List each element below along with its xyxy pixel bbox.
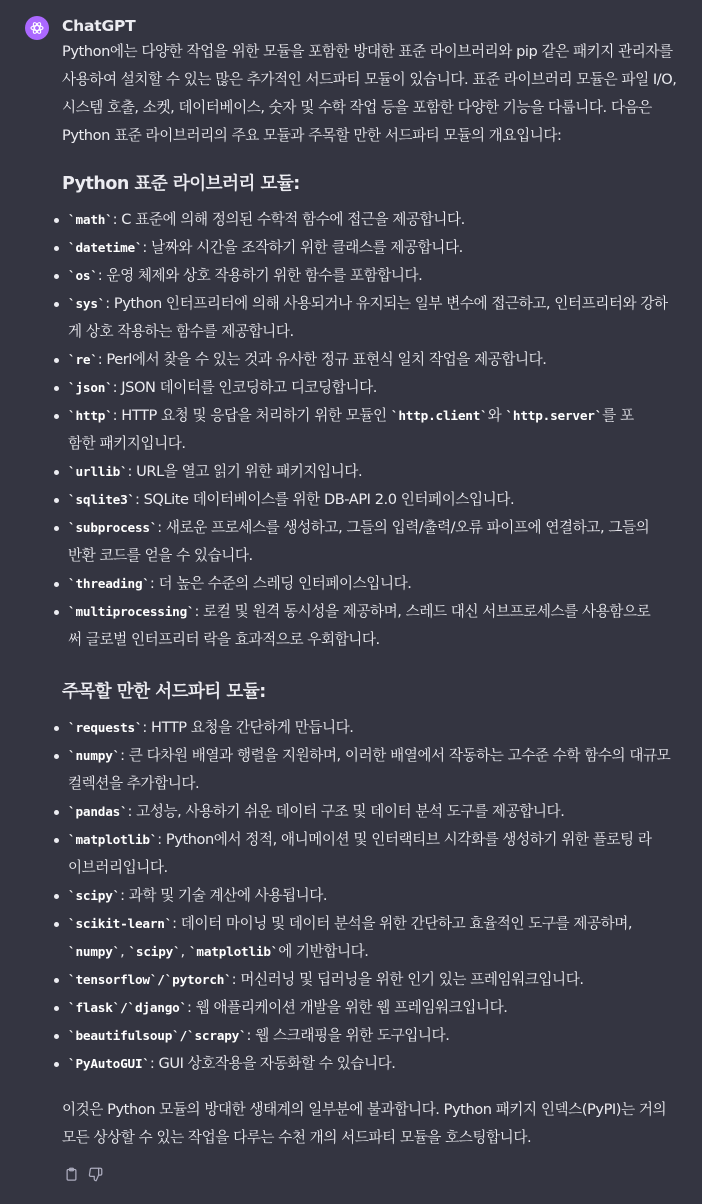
module-description: : 과학 및 기술 계산에 사용됩니다.: [120, 887, 328, 904]
list-item: [62, 206, 678, 234]
module-name: `math`: [68, 212, 113, 227]
module-name: `subprocess`: [68, 520, 158, 535]
list-item: [62, 1022, 678, 1050]
module-name: `django`: [127, 1000, 188, 1015]
module-name: `http`: [68, 408, 113, 423]
clipboard-icon: [64, 1167, 79, 1182]
closing-line-2: 모든 상상할 수 있는 작업을 다루는 수천 개의 서드파티 모듈을 호스팅합니다.: [62, 1129, 532, 1146]
list-item: [62, 714, 678, 742]
module-description: 와: [487, 407, 506, 424]
module-description: : 운영 체제와 상호 작용하기 위한 함수를 포함합니다.: [97, 267, 423, 284]
separator: /: [179, 1028, 188, 1043]
module-name: `sys`: [68, 296, 106, 311]
module-description-cont: 컬렉션을 추가합니다.: [68, 775, 200, 792]
list-item: [62, 882, 678, 910]
module-description: : 고성능, 사용하기 쉬운 데이터 구조 및 데이터 분석 도구를 제공합니다.: [127, 803, 565, 820]
module-description: : 새로운 프로세스를 생성하고, 그들의 입력/출력/오류 파이프에 연결하고, 그들의: [157, 519, 650, 536]
module-description: : GUI 상호작용을 자동화할 수 있습니다.: [149, 1055, 396, 1072]
module-name: `json`: [68, 380, 113, 395]
module-name: `PyAutoGUI`: [68, 1056, 150, 1071]
module-name: `numpy`: [68, 944, 121, 959]
list-item: [62, 798, 678, 826]
module-name: `os`: [68, 268, 98, 283]
separator: ,: [180, 943, 189, 960]
module-description-cont: 이브러리입니다.: [68, 859, 168, 876]
separator: /: [157, 972, 165, 987]
intro-line-1: Python에는 다양한 작업을 위한 모듈을 포함한 방대한 표준 라이브러리와 pip 같은 패키지 관리자를: [62, 43, 673, 60]
list-item: [62, 826, 678, 882]
list-item: [62, 514, 678, 570]
module-name: `matplotlib`: [68, 832, 158, 847]
module-description-cont: 써 글로벌 인터프리터 락을 효과적으로 우회합니다.: [68, 631, 380, 648]
copy-button[interactable]: [62, 1165, 80, 1183]
closing-line-1: 이것은 Python 모듈의 방대한 생태계의 일부분에 불과합니다. Python 패키지 인덱스(PyPI)는 거의: [62, 1101, 667, 1118]
list-item: [62, 994, 678, 1022]
module-description: : HTTP 요청 및 응답을 처리하기 위한 모듈인: [112, 407, 391, 424]
module-description: : C 표준에 의해 정의된 수학적 함수에 접근을 제공합니다.: [112, 211, 465, 228]
list-item: [62, 598, 678, 654]
module-name: `scikit-learn`: [68, 916, 173, 931]
module-name: `flask`: [68, 1000, 121, 1015]
thumbs-down-icon: [88, 1167, 103, 1182]
separator: /: [120, 1000, 128, 1015]
module-description: : 큰 다차원 배열과 행렬을 지원하며, 이러한 배열에서 작동하는 고수준 수학 함수의 대규모: [120, 747, 671, 764]
list-item: [62, 910, 678, 966]
list-item: [62, 570, 678, 598]
author-name: ChatGPT: [62, 17, 136, 35]
module-description: : Python에서 정적, 애니메이션 및 인터랙티브 시각화를 생성하기 위한 플로팅 라: [157, 831, 652, 848]
module-description: : 데이터 마이닝 및 데이터 분석을 위한 간단하고 효율적인 도구를 제공하며,: [172, 915, 633, 932]
module-name: `beautifulsoup`: [68, 1028, 180, 1043]
module-name: `re`: [68, 352, 98, 367]
module-name: `sqlite3`: [68, 492, 135, 507]
module-name: `pytorch`: [164, 972, 232, 987]
module-name: `scipy`: [68, 888, 121, 903]
module-description: : 머신러닝 및 딥러닝을 위한 인기 있는 프레임워크입니다.: [231, 971, 584, 988]
list-item: [62, 234, 678, 262]
submodule-name: `http.client`: [390, 408, 488, 423]
module-name: `tensorflow`: [68, 972, 158, 987]
module-description: : Perl에서 찾을 수 있는 것과 유사한 정규 표현식 일치 작업을 제공합니다.: [97, 351, 547, 368]
module-description-cont: 함한 패키지입니다.: [68, 435, 186, 452]
module-description: : 웹 스크래핑을 위한 도구입니다.: [246, 1027, 450, 1044]
module-description: : HTTP 요청을 간단하게 만듭니다.: [142, 719, 354, 736]
module-description: : SQLite 데이터베이스를 위한 DB-API 2.0 인터페이스입니다.: [134, 491, 515, 508]
module-description: 를 포: [602, 407, 634, 424]
list-item: [62, 966, 678, 994]
list-item: [62, 290, 678, 346]
std-library-heading: Python 표준 라이브러리 모듈:: [62, 174, 300, 194]
module-name: `matplotlib`: [188, 944, 279, 959]
module-description: : JSON 데이터를 인코딩하고 디코딩합니다.: [112, 379, 377, 396]
module-name: `numpy`: [68, 748, 121, 763]
message-content: [62, 38, 678, 1152]
list-item: [62, 1050, 678, 1078]
third-party-module-list: [62, 714, 678, 1078]
module-description: : 더 높은 수준의 스레딩 인터페이스입니다.: [149, 575, 412, 592]
message-actions: [62, 1165, 104, 1183]
module-description: : 로컬 및 원격 동시성을 제공하며, 스레드 대신 서브프로세스를 사용함으로: [194, 603, 651, 620]
list-item: [62, 374, 678, 402]
module-description: : 날짜와 시간을 조작하기 위한 클래스를 제공합니다.: [142, 239, 463, 256]
std-module-list: [62, 206, 678, 654]
module-name: `pandas`: [68, 804, 128, 819]
module-description-cont: 에 기반합니다.: [278, 943, 369, 960]
intro-line-3: 시스템 호출, 소켓, 데이터베이스, 숫자 및 수학 작업 등을 포함한 다양한 기능을 다룹니다. 다음은: [62, 99, 652, 116]
openai-logo-icon: [29, 20, 45, 36]
third-party-heading: 주목할 만한 서드파티 모듈:: [62, 682, 266, 702]
module-name: `requests`: [68, 720, 143, 735]
module-name: `threading`: [68, 576, 150, 591]
module-name: `scipy`: [128, 944, 181, 959]
list-item: [62, 458, 678, 486]
thumbs-down-button[interactable]: [86, 1165, 104, 1183]
module-name: `multiprocessing`: [68, 604, 195, 619]
assistant-avatar: [25, 16, 49, 40]
module-description: : Python 인터프리터에 의해 사용되거나 유지되는 일부 변수에 접근하고, 인터프리터와 강하: [105, 295, 668, 312]
module-name: `datetime`: [68, 240, 143, 255]
module-description-cont: 게 상호 작용하는 함수를 제공합니다.: [68, 323, 294, 340]
separator: ,: [120, 943, 129, 960]
intro-line-2: 사용하여 설치할 수 있는 많은 추가적인 서드파티 모듈이 있습니다. 표준 라이브러리 모듈은 파일 I/O,: [62, 71, 677, 88]
list-item: [62, 346, 678, 374]
intro-line-4: Python 표준 라이브러리의 주요 모듈과 주목할 만한 서드파티 모듈의 개요입니다:: [62, 127, 562, 144]
list-item: [62, 486, 678, 514]
list-item: [62, 742, 678, 798]
module-name: `scrapy`: [187, 1028, 247, 1043]
module-name: `urllib`: [68, 464, 128, 479]
module-description: : 웹 애플리케이션 개발을 위한 웹 프레임워크입니다.: [187, 999, 508, 1016]
module-description: : URL을 열고 읽기 위한 패키지입니다.: [127, 463, 363, 480]
submodule-name: `http.server`: [505, 408, 603, 423]
list-item: [62, 262, 678, 290]
module-description-cont: 반환 코드를 얻을 수 있습니다.: [68, 547, 253, 564]
list-item: [62, 402, 678, 458]
